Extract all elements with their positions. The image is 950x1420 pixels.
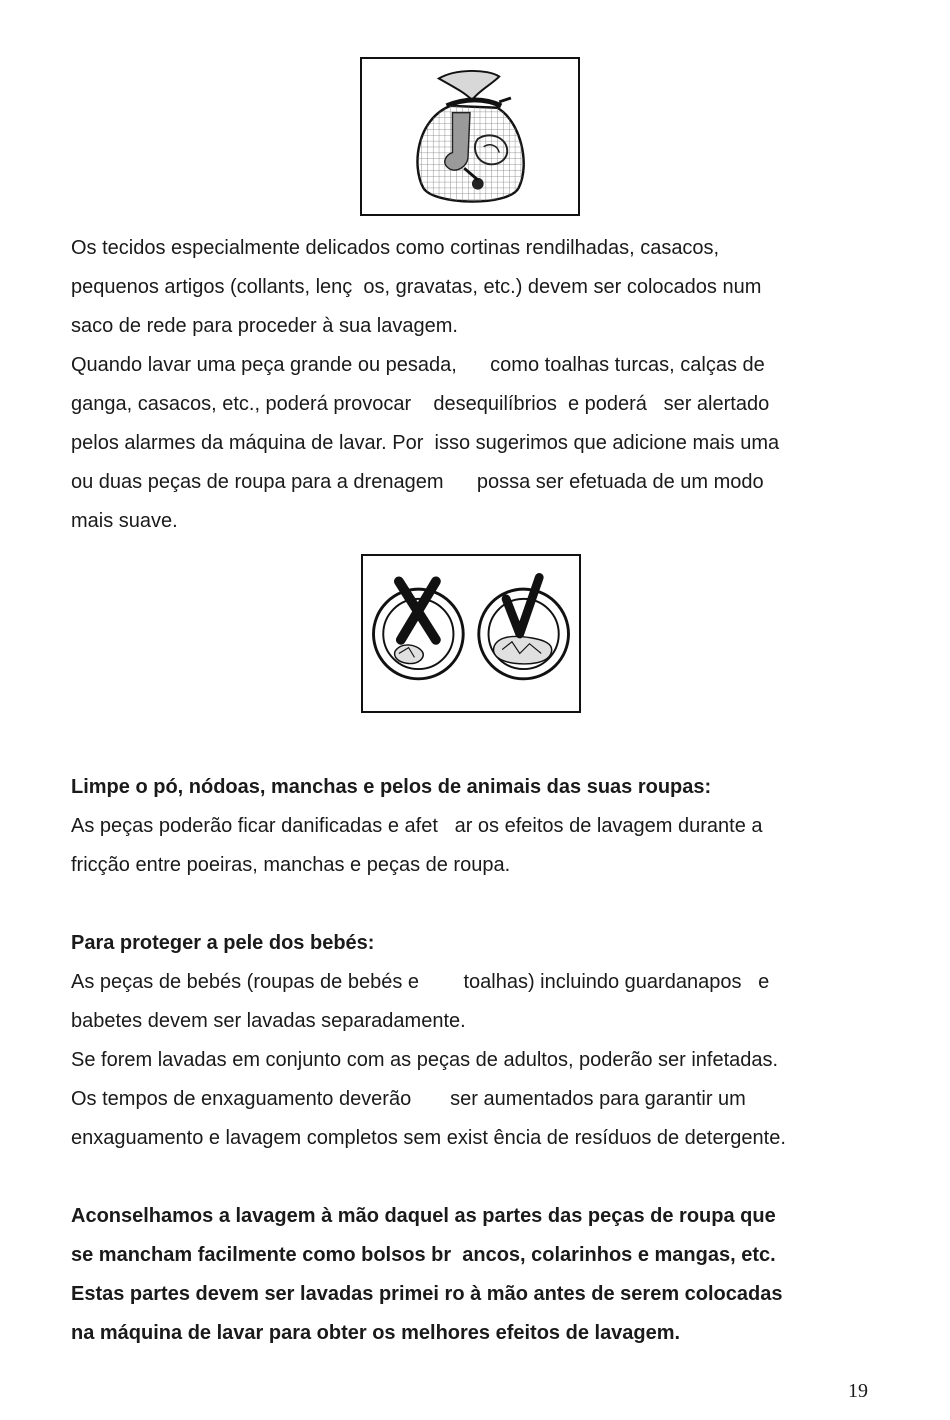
advice-line-4: na máquina de lavar para obter os melhores efeitos de lavagem. xyxy=(71,1322,681,1344)
section-baby-heading: Para proteger a pele dos bebés: xyxy=(71,932,375,954)
page-number: 19 xyxy=(848,1380,868,1402)
section-baby-line-4: Os tempos de enxaguamento deverão ser aumentados para garantir um xyxy=(71,1088,746,1110)
section-baby-line-1: As peças de bebés (roupas de bebés e toalhas) incluindo guardanapos e xyxy=(71,971,770,993)
correct-load-check-icon xyxy=(479,577,569,678)
paragraph-1-line-1: Os tecidos especialmente delicados como cortinas rendilhadas, casacos, xyxy=(71,237,720,259)
paragraph-1-line-3: saco de rede para proceder à sua lavagem. xyxy=(71,315,458,337)
paragraph-2-line-1: Quando lavar uma peça grande ou pesada, como toalhas turcas, calças de xyxy=(71,354,765,376)
section-dust-line-1: As peças poderão ficar danificadas e afet ar os efeitos de lavagem durante a xyxy=(71,815,763,837)
paragraph-2-line-4: ou duas peças de roupa para a drenagem possa ser efetuada de um modo xyxy=(71,471,764,493)
section-dust-heading: Limpe o pó, nódoas, manchas e pelos de animais das suas roupas: xyxy=(71,776,712,798)
advice-line-1: Aconselhamos a lavagem à mão daquel as partes das peças de roupa que xyxy=(71,1205,776,1227)
load-comparison-figure xyxy=(361,554,581,713)
paragraph-2-line-5: mais suave. xyxy=(71,510,178,532)
mesh-bag-figure xyxy=(360,57,580,216)
section-baby-line-5: enxaguamento e lavagem completos sem exist ência de resíduos de detergente. xyxy=(71,1127,786,1149)
section-baby-line-3: Se forem lavadas em conjunto com as peças de adultos, poderão ser infetadas. xyxy=(71,1049,779,1071)
paragraph-2-line-2: ganga, casacos, etc., poderá provocar desequilíbrios e poderá ser alertado xyxy=(71,393,770,415)
advice-line-3: Estas partes devem ser lavadas primei ro à mão antes de serem colocadas xyxy=(71,1283,783,1305)
advice-line-2: se mancham facilmente como bolsos br ancos, colarinhos e mangas, etc. xyxy=(71,1244,776,1266)
mesh-laundry-bag-icon xyxy=(362,59,578,214)
section-baby-line-2: babetes devem ser lavadas separadamente. xyxy=(71,1010,466,1032)
section-dust-line-2: fricção entre poeiras, manchas e peças de roupa. xyxy=(71,854,511,876)
wrong-load-x-icon xyxy=(374,581,464,678)
paragraph-1-line-2: pequenos artigos (collants, lenç os, gravatas, etc.) devem ser colocados num xyxy=(71,276,762,298)
paragraph-2-line-3: pelos alarmes da máquina de lavar. Por isso sugerimos que adicione mais uma xyxy=(71,432,780,454)
